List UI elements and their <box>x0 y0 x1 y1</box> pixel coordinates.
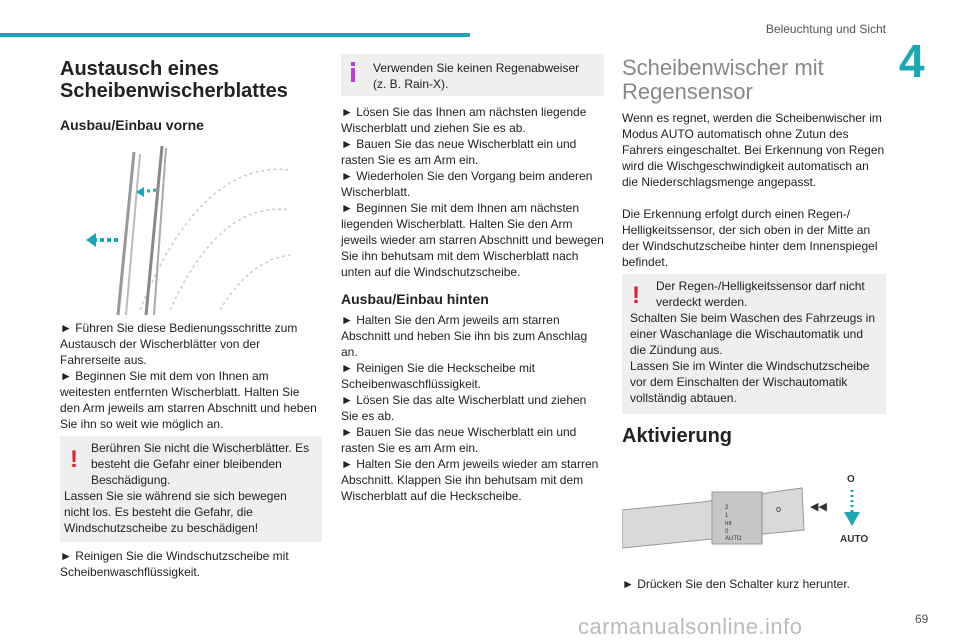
stalk-o-label: O <box>847 474 855 485</box>
stalk-auto-small: AUTO <box>725 536 742 542</box>
warning-text-1: Berühren Sie nicht die Wischerblätter. Es besteht die Gefahr einer bleibenden Beschädigung. <box>91 441 310 487</box>
info-box <box>341 54 604 96</box>
step-klappen: ► Halten Sie den Arm jeweils wieder am starren Abschnitt. Klappen Sie ihn behutsam mit dem Wischerblatt auf die Heckscheibe. <box>341 457 599 503</box>
step-reinigen-heck: ► Reinigen Sie die Heckscheibe mit Scheibenwaschflüssigkeit. <box>341 361 535 391</box>
warning-sensor-text: Der Regen-/Helligkeitssensor darf nicht verdeckt werden. <box>656 279 865 309</box>
stalk-pos2: 2 <box>725 505 729 511</box>
footer-watermark: carmanualsonline.info <box>578 614 803 639</box>
step-loesen: ► Lösen Sie das Ihnen am nächsten liegende Wischerblatt und ziehen Sie es ab. <box>341 105 587 135</box>
wiper-stalk-illustration <box>622 466 882 560</box>
subheading-hinten: Ausbau/Einbau hinten <box>341 291 489 307</box>
step-beginnen-naechsten: ► Beginnen Sie mit dem Ihnen am nächsten liegenden Wischerblatt. Halten Sie den Arm jeweils wieder am starren Abschnitt und bewegen Sie ihn behutsam mit dem Wischerblatt nach unten auf die Windschutzscheibe. <box>341 201 604 279</box>
warning-waschanlage-text: Schalten Sie beim Waschen des Fahrzeugs in einer Waschanlage die Wischautomatik und die Zündung aus. <box>630 311 876 357</box>
header-accent-bar <box>0 33 470 37</box>
warning-icon: ! <box>632 282 640 309</box>
heading-regensensor: Scheibenwischer mit Regensensor <box>622 55 824 104</box>
step-beginnen: ► Beginnen Sie mit dem von Ihnen am weitesten entfernten Wischerblatt. Halten Sie den Arm jeweils am starren Abschnitt und heben Sie ihn so weit wie möglich an. <box>60 369 317 431</box>
stalk-o-small: 0 <box>725 529 729 535</box>
heading-austausch: Austausch eines Scheibenwischerblattes <box>60 58 288 102</box>
wiper-front-illustration <box>80 140 310 318</box>
text-regensensor-1: Wenn es regnet, werden die Scheibenwischer im Modus AUTO automatisch ohne Zutun des Fahrers eingeschaltet. Bei Erkennung von Regen wird die Wischgeschwindigkeit automatisch an die Niederschlagsmenge angepasst. <box>622 111 885 189</box>
step-reinigen: ► Reinigen Sie die Windschutzscheibe mit Scheibenwaschflüssigkeit. <box>60 549 289 579</box>
warning-winter-text: Lassen Sie im Winter die Windschutzscheibe vor dem Einschalten der Wischautomatik vollständig abtauen. <box>630 359 870 405</box>
warning-box-1 <box>60 436 322 542</box>
warning-text-2: Lassen Sie sie während sie sich bewegen nicht los. Es besteht die Gefahr, die Windschutzscheibe zu beschädigen! <box>64 489 287 535</box>
step-druecken: ► Drücken Sie den Schalter kurz herunter. <box>622 577 850 591</box>
stalk-rewind-mark: ◀◀ <box>810 501 827 513</box>
step-halten-heben: ► Halten Sie den Arm jeweils am starren Abschnitt und heben Sie ihn bis zum Anschlag an. <box>341 313 588 359</box>
stalk-pos1: 1 <box>725 513 729 519</box>
warning-icon: ! <box>70 446 78 473</box>
step-einbauen-neu: ► Bauen Sie das neue Wischerblatt ein und rasten Sie es am Arm ein. <box>341 425 577 455</box>
step-fuehren: ► Führen Sie diese Bedienungsschritte zum Austausch der Wischerblätter von der Fahrerseite aus. <box>60 321 298 367</box>
heading-aktivierung: Aktivierung <box>622 425 733 447</box>
step-wiederholen: ► Wiederholen Sie den Vorgang beim anderen Wischerblatt. <box>341 169 593 199</box>
press-down-arrow <box>844 512 860 526</box>
stalk-auto-label: AUTO <box>840 534 869 545</box>
chapter-number: 4 <box>899 35 925 87</box>
step-einbauen: ► Bauen Sie das neue Wischerblatt ein und rasten Sie es am Arm ein. <box>341 137 577 167</box>
section-title: Beleuchtung und Sicht <box>765 22 886 36</box>
info-text: Verwenden Sie keinen Regenabweiser (z. B. Rain-X). <box>373 61 580 91</box>
step-loesen-alt: ► Lösen Sie das alte Wischerblatt und ziehen Sie es ab. <box>341 393 587 423</box>
stalk-o-mark: o <box>776 504 782 514</box>
subheading-vorne: Ausbau/Einbau vorne <box>60 117 204 133</box>
info-icon <box>351 62 355 82</box>
text-regensensor-2: Die Erkennung erfolgt durch einen Regen-/ Helligkeitssensor, der sich oben in der Mitte an der Windschutzscheibe hinter dem Innenspiegel befindet. <box>622 207 878 269</box>
stalk-int: Int <box>725 521 732 527</box>
page-number: 69 <box>915 612 929 626</box>
warning-box-2 <box>622 274 886 414</box>
